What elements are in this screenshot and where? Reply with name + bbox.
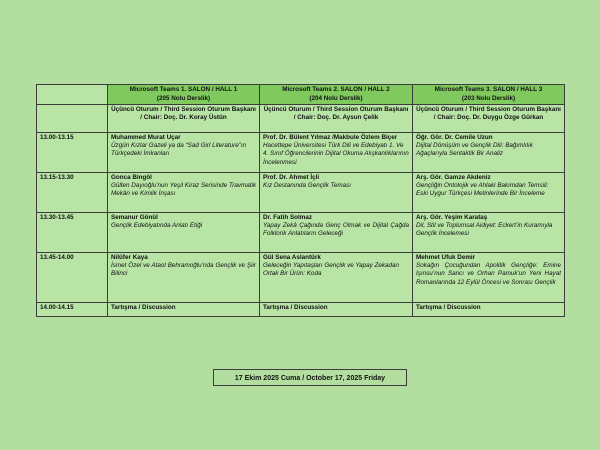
presenter-name: Semanur Gönül — [111, 214, 158, 221]
schedule-table — [36, 84, 565, 317]
hall-3-chair: Üçüncü Oturum / Third Session Oturum Başkanı / Chair: Doç. Dr. Duygu Özge Gürkan — [413, 105, 565, 133]
presentation-cell — [413, 213, 565, 253]
presenter-name: Muhammed Murat Uçar — [111, 134, 181, 141]
presentation-title: Dijital Dönüşüm ve Gençlik Dili: Bağımlılık Ağaçlarıyla Sentaktik Bir Analiz — [416, 142, 533, 158]
presentation-title: Dil, Stil ve Toplumsal Aidiyet: Eckert’in Kuramıyla Gençlik İncelemesi — [416, 222, 553, 238]
presentation-title: Geleceğin Yapıtaşları Gençlik ve Yapay Zekadan Ortak Bir Ürün: Koda — [263, 262, 400, 278]
hall-3-header: Microsoft Teams 3. SALON / HALL 3 (203 Nolu Derslik) — [413, 85, 565, 105]
slot-row — [37, 253, 565, 303]
chair-row — [37, 105, 565, 133]
date-banner: 17 Ekim 2025 Cuma / October 17, 2025 Friday — [213, 369, 407, 386]
presentation-cell — [260, 173, 413, 213]
slot-row — [37, 133, 565, 173]
presenter-name: Mehmet Ufuk Demir — [416, 254, 476, 261]
presentation-title: İsmet Özel ve Ataol Behramoğlu’nda Gençlik ve Şiir Bilinci — [111, 262, 256, 278]
hall-1-header: Microsoft Teams 1. SALON / HALL 1 (205 Nolu Derslik) — [108, 85, 260, 105]
header-row — [37, 85, 565, 105]
presentation-title: Üzgün Kızlar Gazeli ya da “Sad Girl Literature”ın Türkçedeki İmkanları — [111, 142, 247, 158]
slot-time: 13.00-13.15 — [37, 133, 108, 173]
presentation-cell — [108, 213, 260, 253]
slot-time: 13.30-13.45 — [37, 213, 108, 253]
presentation-cell — [108, 173, 260, 213]
presentation-title: Gençlik Edebiyatında Anlatı Etiği — [111, 222, 203, 230]
discussion-cell: Tartışma / Discussion — [260, 303, 413, 317]
presenter-name: Nilüfer Kaya — [111, 254, 148, 261]
presentation-cell — [108, 133, 260, 173]
header-empty-cell — [37, 85, 108, 105]
presentation-cell — [260, 213, 413, 253]
slot-row — [37, 213, 565, 253]
presentation-title: Yapay Zekâ Çağında Genç Olmak ve Dijital Çağda Folklorik Anlatıların Geleceği — [263, 222, 409, 238]
discussion-row — [37, 303, 565, 317]
presentation-cell — [260, 133, 413, 173]
presenter-name: Gonca Bingöl — [111, 174, 152, 181]
slot-time: 13.15-13.30 — [37, 173, 108, 213]
slot-time: 13.45-14.00 — [37, 253, 108, 303]
presentation-cell — [260, 253, 413, 303]
presentation-cell — [413, 133, 565, 173]
hall-2-header: Microsoft Teams 2. SALON / HALL 2 (204 Nolu Derslik) — [260, 85, 413, 105]
presentation-cell — [413, 173, 565, 213]
slot-row — [37, 173, 565, 213]
presentation-title: Gençliğin Ontolojik ve Ahlaki Bakımdan Temsili: Eski Uygur Türkçesi Metinlerinde Bir İnceleme — [416, 182, 549, 198]
presentation-cell — [108, 253, 260, 303]
presenter-name: Arş. Gör. Yeşim Karataş — [416, 214, 488, 221]
presentation-title: Kız Destanında Gençlik Teması — [263, 182, 351, 190]
presenter-name: Dr. Fatih Solmaz — [263, 214, 312, 221]
presenter-name: Öğr. Gör. Dr. Cemile Uzun — [416, 134, 493, 141]
presentation-title: Gülten Dayıoğlu’nun Yeşil Kiraz Serisinde Travmatik Mekân ve Kimlik İnşası — [111, 182, 257, 198]
presenter-name: Prof. Dr. Bülent Yılmaz /Makbule Özlem Biçer — [263, 134, 398, 141]
presentation-title: Hacettepe Üniversitesi Türk Dili ve Edebiyatı 1. Ve 4. Sınıf Öğrencilerinin Dijital Okuma Alışkanlıklarının İncelenmesi — [263, 142, 409, 166]
discussion-cell: Tartışma / Discussion — [413, 303, 565, 317]
slot-time: 14.00-14.15 — [37, 303, 108, 317]
presentation-cell — [413, 253, 565, 303]
presenter-name: Gül Sena Aslantürk — [263, 254, 321, 261]
presentation-title: Sokağın Çocuğundan Apolitik Gençliğe: Emine Işınsu’nun Sancı ve Orhan Pamuk’un Yeni Hayat Romanlarında 12 Eylül Öncesi ve Sonrası Gençlik — [416, 262, 561, 286]
hall-2-chair: Üçüncü Oturum / Third Session Oturum Başkanı / Chair: Doç. Dr. Aysun Çelik — [260, 105, 413, 133]
presenter-name: Prof. Dr. Ahmet İçli — [263, 174, 320, 181]
presenter-name: Arş. Gör. Gamze Akdeniz — [416, 174, 491, 181]
hall-1-chair: Üçüncü Oturum / Third Session Oturum Başkanı / Chair: Doç. Dr. Koray Üstün — [108, 105, 260, 133]
chair-empty-cell — [37, 105, 108, 133]
discussion-cell: Tartışma / Discussion — [108, 303, 260, 317]
